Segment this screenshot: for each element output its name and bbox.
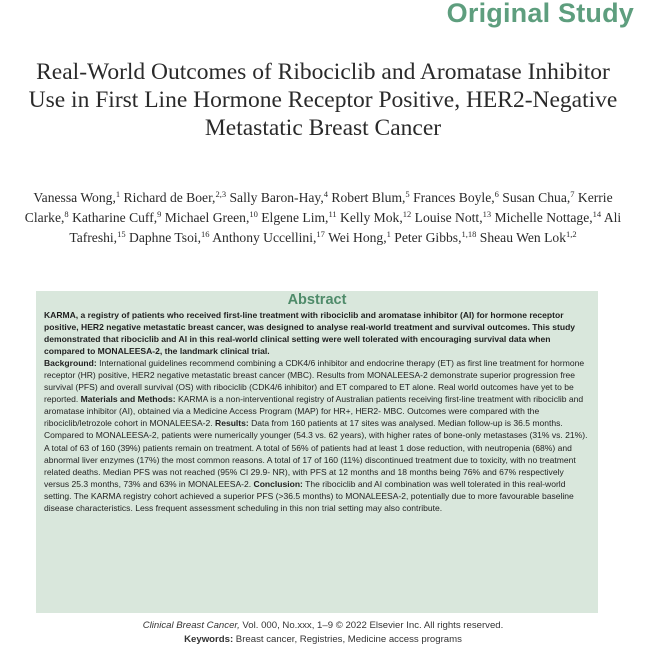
author-name: Kelly Mok,: [340, 210, 403, 225]
author-affiliation: 1: [115, 189, 121, 199]
author-affiliation: 2,3: [215, 189, 227, 199]
author-name: Kerrie Clarke,: [24, 190, 613, 225]
author-affiliation: 6: [494, 189, 499, 199]
author: [212, 230, 325, 245]
author-affiliation: 17: [316, 229, 325, 239]
background-label: Background:: [44, 358, 97, 369]
author-affiliation: 7: [570, 189, 575, 199]
author: [72, 210, 161, 225]
author-name: Vanessa Wong,: [33, 190, 116, 205]
author-name: Daphne Tsoi,: [129, 230, 202, 245]
author-name: Elgene Lim,: [261, 210, 329, 225]
author: [328, 230, 391, 245]
conclusion-text: The ribociclib and AI combination was well tolerated in this real-world setting. The KARMA registry cohort achieved a superior PFS (>36.5 months) to MONALEESA-2, potentially due to more favourable baseline disease characteristics. Less frequent assessment scheduling in this non trial setting may also contribute.: [44, 478, 574, 513]
results-text: Data from 160 patients at 17 sites was analysed. Median follow-up is 36.5 months. Compared to MONALEESA-2, patients were numerically younger (54.3 vs. 62 years), with higher rates of bone-only metastases (31% vs. 21%). A total of 63 of 160 (39%) patients remain on treatment. A total of 56% of patients had at least 1 dose reduction, with neutropenia (68%) and abnormal liver enzymes (17%) the most common reasons. A total of 17 of 160 (11%) discontinued treatment due to toxicity, with no treatment related deaths. Median PFS was not reached (95% CI 29.9- NR), with PFS at 12 months and 18 months being 76% and 67% respectively versus 25.3 months, 73% and 63% in MONALEESA-2.: [44, 418, 588, 489]
author: [129, 230, 210, 245]
author-affiliation: 9: [157, 209, 162, 219]
author: [340, 210, 411, 225]
author-affiliation: 13: [482, 209, 492, 219]
conclusion-label: Conclusion:: [253, 478, 303, 489]
author: [394, 230, 476, 245]
author: [229, 190, 328, 205]
author-name: Michael Green,: [164, 210, 250, 225]
abstract-box: [36, 291, 598, 613]
author-name: Robert Blum,: [331, 190, 406, 205]
abstract-body: [44, 357, 590, 514]
author-name: Richard de Boer,: [123, 190, 216, 205]
keywords-text: Breast cancer, Registries, Medicine access programs: [233, 634, 462, 645]
author: [413, 190, 499, 205]
author-name: Katharine Cuff,: [72, 210, 158, 225]
author: [495, 210, 602, 225]
abstract-summary: KARMA, a registry of patients who received first-line treatment with ribociclib and aromatase inhibitor (AI) for hormone receptor positive, HER2 negative metastatic breast cancer, was designed to analyse real-world treatment and survival outcomes. This study demonstrated that ribociclib and AI in this real-world clinical setting were well tolerated with encouraging survival data when compared to MONALEESA-2, the landmark clinical trial.: [44, 310, 576, 357]
author-name: Ali Tafreshi,: [69, 210, 622, 245]
author: [480, 230, 577, 245]
author: [415, 210, 491, 225]
keywords-label: Keywords:: [184, 634, 234, 645]
citation-details: Vol. 000, No.xxx, 1–9 © 2022 Elsevier Inc. All rights reserved.: [239, 620, 504, 631]
section-label: Original Study: [446, 0, 634, 28]
author-name: Wei Hong,: [328, 230, 387, 245]
author-affiliation: 11: [328, 209, 337, 219]
author-affiliation: 4: [323, 189, 328, 199]
methods-text: KARMA is a non-interventional registry of Australian patients receiving first-line treatment with ribociclib and aromatase inhibitor (AI), obtained via a Medicine Access Program (MAP) for HR+, HER2- MBC. Outcomes were compared with the ribociclib/letrozole cohort in MONALEESA-2.: [44, 394, 584, 429]
author-affiliation: 5: [405, 189, 410, 199]
author-affiliation: 15: [117, 229, 126, 239]
author-name: Susan Chua,: [502, 190, 571, 205]
author: [124, 190, 227, 205]
author-affiliation: 1,18: [461, 229, 477, 239]
author-affiliation: 12: [402, 209, 412, 219]
author-name: Michelle Nottage,: [494, 210, 593, 225]
abstract-heading: Abstract: [287, 292, 347, 308]
author-affiliation: 1,2: [566, 229, 577, 239]
author-affiliation: 1: [386, 229, 391, 239]
author-affiliation: 14: [592, 209, 602, 219]
abstract-text: [44, 309, 590, 514]
author-name: Sally Baron-Hay,: [229, 190, 324, 205]
author: [165, 210, 258, 225]
results-label: Results:: [215, 418, 249, 429]
keywords-line: [0, 634, 646, 645]
author: [502, 190, 574, 205]
methods-label: Materials and Methods:: [80, 394, 176, 405]
article-title: Real-World Outcomes of Ribociclib and Aromatase Inhibitor Use in First Line Hormone Receptor Positive, HER2-Negative Metastatic Breast Cancer: [28, 59, 618, 141]
citation-line: [0, 620, 646, 631]
author-affiliation: 16: [201, 229, 210, 239]
background-text: International guidelines recommend combining a CDK4/6 inhibitor and endocrine therapy (ET) as first line treatment for hormone receptor (HR) positive, HER2 negative metastatic breast cancer (MBC). Results from MONALEESA-2 demonstrate superior progression free survival (PFS) and overall survival (OS) with ribociclib (CDK4/6 inhibitor) and ET compared to ET alone. Real world outcomes have yet to be reported.: [44, 358, 585, 405]
journal-name: Clinical Breast Cancer,: [142, 620, 240, 631]
author-affiliation: 8: [64, 209, 69, 219]
author: [33, 190, 120, 205]
author: [261, 210, 336, 225]
author-name: Sheau Wen Lok: [479, 230, 567, 245]
author-list: [16, 188, 630, 248]
author-name: Peter Gibbs,: [394, 230, 462, 245]
author: [331, 190, 409, 205]
author-name: Louise Nott,: [414, 210, 483, 225]
author-name: Anthony Uccellini,: [212, 230, 317, 245]
author-affiliation: 10: [249, 209, 258, 219]
author-name: Frances Boyle,: [413, 190, 495, 205]
